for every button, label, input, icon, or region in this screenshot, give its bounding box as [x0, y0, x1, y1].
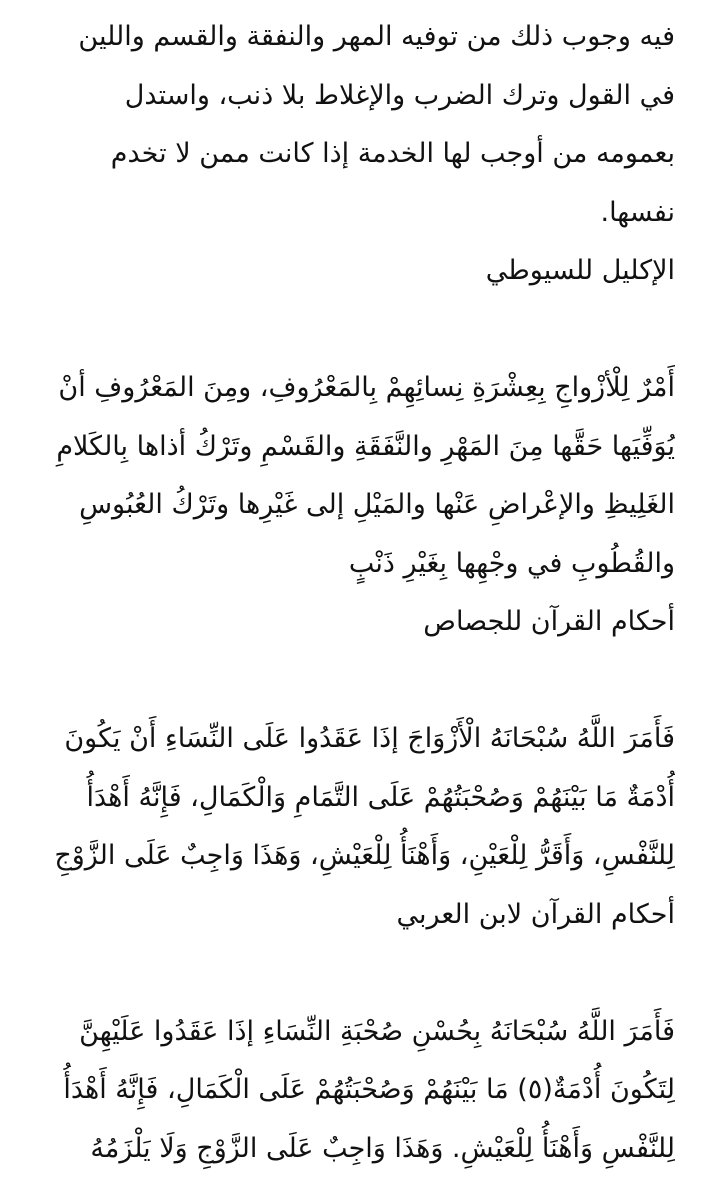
text-line: بعمومه من أوجب لها الخدمة إذا كانت ممن لا تخدم [110, 138, 675, 169]
source-citation: الإكليل للسيوطي [485, 255, 675, 286]
text-line: والقُطُوبِ في وجْهِها بِغَيْرِ ذَنْبٍ [348, 547, 675, 579]
paragraph-spacer [40, 301, 675, 360]
source-citation: أحكام القرآن لابن العربي [396, 898, 675, 930]
text-line: لِتَكُونَ أُدْمَةٌ(٥) مَا بَيْنَهُمْ وَصُحْبَتُهُمْ عَلَى الْكَمَالِ، فَإِنَّهُ أَهْدَأُ [63, 1074, 675, 1105]
paragraph-spacer [40, 944, 675, 1003]
text-line: أُدْمَةٌ مَا بَيْنَهُمْ وَصُحْبَتُهُمْ عَلَى التَّمَامِ وَالْكَمَالِ، فَإِنَّهُ أَهْدَأُ [86, 781, 675, 813]
text-line: فيه وجوب ذلك من توفيه المهر والنفقة والقسم واللين [78, 21, 675, 52]
paragraph-spacer [40, 652, 675, 711]
passage-jassas [40, 359, 675, 652]
text-line: فَأَمَرَ اللَّهُ سُبْحَانَهُ الْأَزْوَاجَ إذَا عَقَدُوا عَلَى النِّسَاءِ أَنْ يَكُونَ [64, 723, 675, 754]
text-line: أَمْرٌ لِلْأزْواجِ بِعِشْرَةِ نِسائِهِمْ بِالمَعْرُوفِ، ومِنَ المَعْرُوفِ أنْ [58, 372, 675, 403]
text-line: لِلنَّفْسِ، وَأَقَرُّ لِلْعَيْنِ، وَأَهْنَأُ لِلْعَيْشِ، وَهَذَا وَاجِبٌ عَلَى الزَّوْجِ [54, 840, 675, 871]
passage-fourth [40, 1003, 675, 1179]
text-line: نفسها. [600, 196, 675, 228]
text-line: في القول وترك الضرب والإغلاط بلا ذنب، واستدل [124, 79, 675, 111]
text-line: لِلنَّفْسِ وَأَهْنَأُ لِلْعَيْشِ. وَهَذَا وَاجِبٌ عَلَى الزَّوْجِ وَلَا يَلْزَمُهُ [90, 1132, 675, 1164]
text-line: فَأَمَرَ اللَّهُ سُبْحَانَهُ بِحُسْنِ صُحْبَةِ النِّسَاءِ إذَا عَقَدُوا عَلَيْهِنَّ [79, 1015, 675, 1047]
passage-iklil [40, 8, 675, 301]
passage-ibn-arabi [40, 710, 675, 944]
text-line: الغَلِيظِ والإعْراضِ عَنْها والمَيْلِ إلى غَيْرِها وتَرْكُ العُبُوسِ [79, 489, 675, 520]
source-citation: أحكام القرآن للجصاص [423, 606, 675, 637]
text-line: يُوَفِّيَها حَقَّها مِنَ المَهْرِ والنَّفَقَةِ والقَسْمِ وتَرْكُ أذاها بِالكَلامِ [56, 430, 675, 462]
